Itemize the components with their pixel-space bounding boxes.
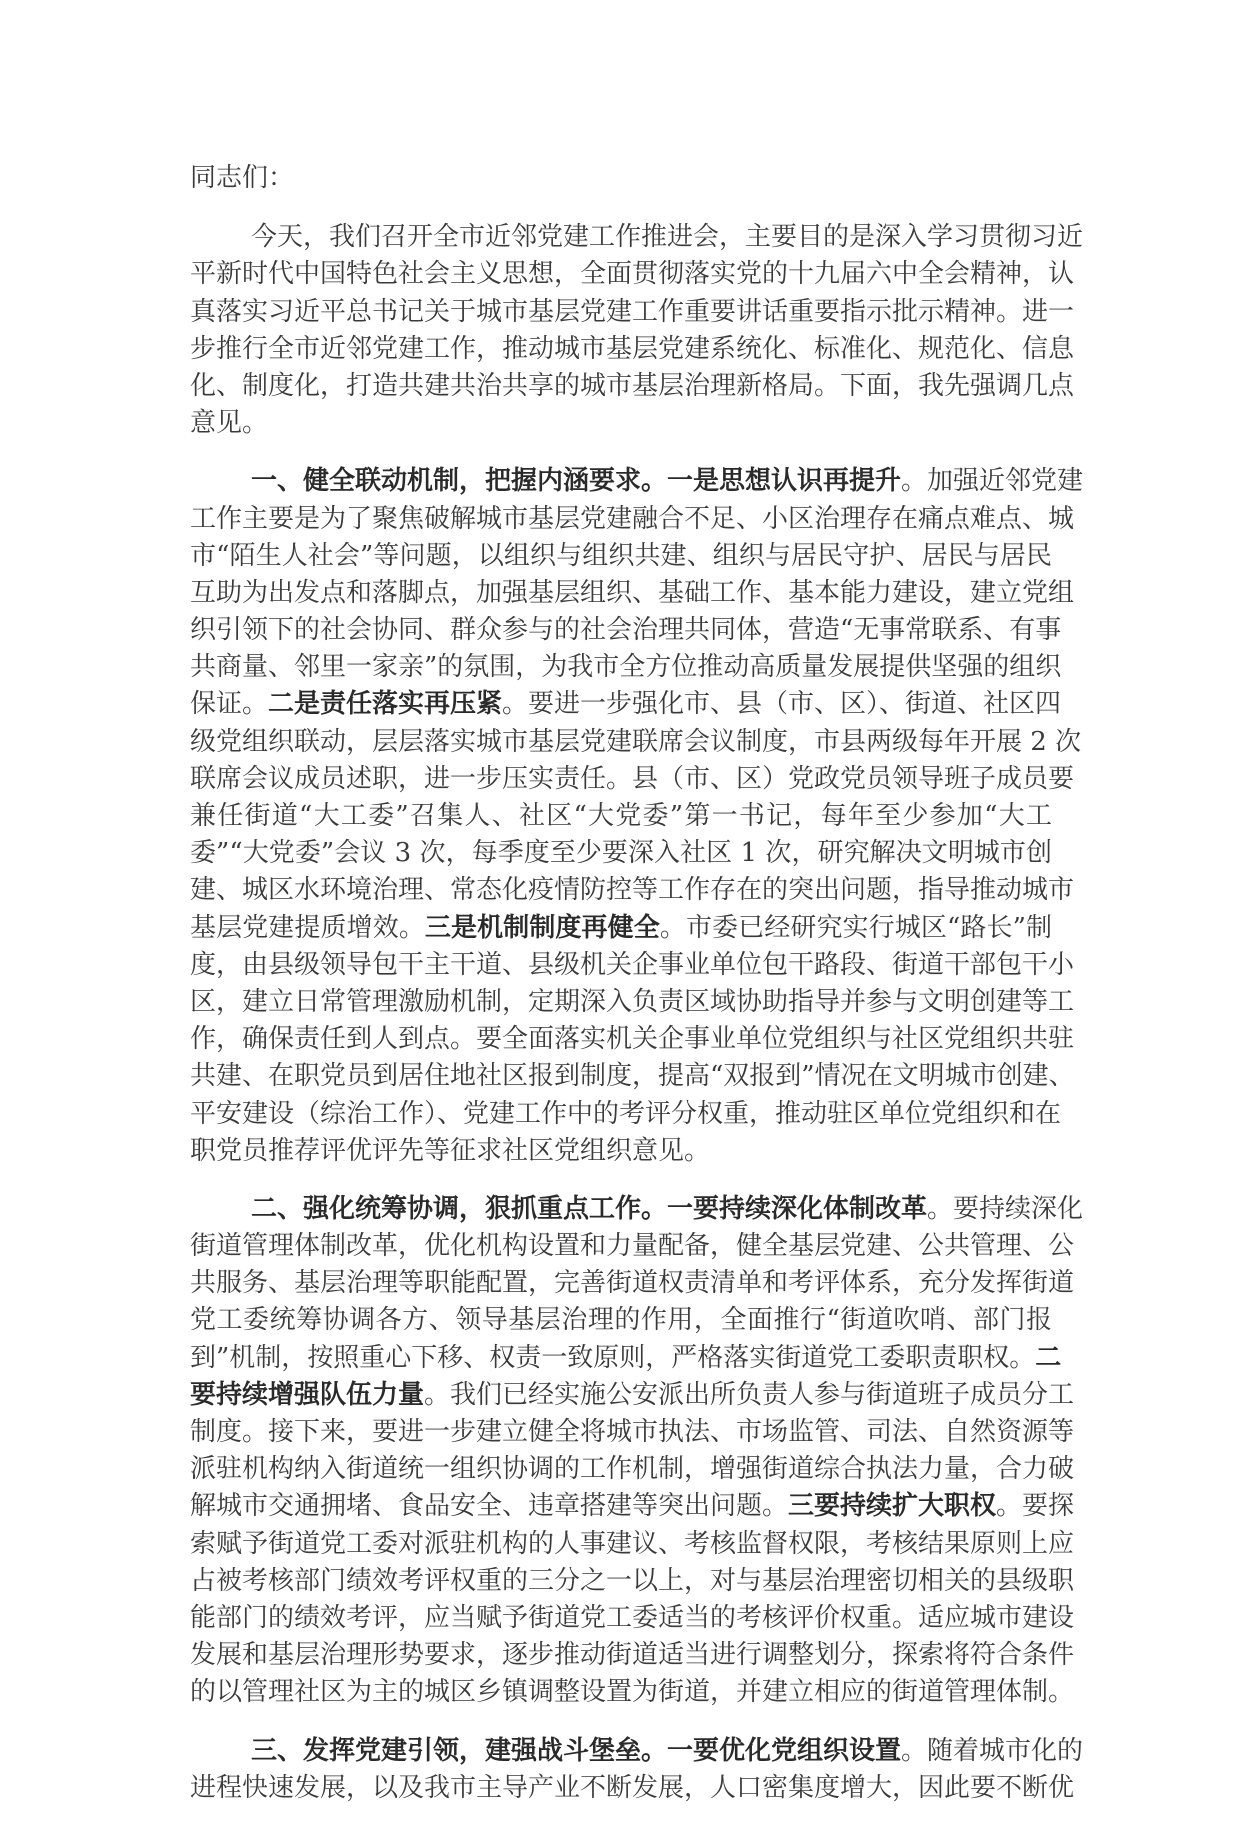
body-text: 平安建设（综治工作）、党建工作中的考评分权重，推动驻区单位党组织和在: [190, 1098, 1062, 1129]
text-line: [190, 294, 1075, 331]
body-text: 。我们已经实施公安派出所负责人参与街道班子成员分工: [424, 1379, 1075, 1410]
body-text: 党工委统筹协调各方、领导基层治理的作用，全面推行“街道吹哨、部门报: [190, 1305, 1052, 1336]
text-line: [190, 872, 1075, 909]
bold-heading-text: 三是机制制度再健全: [424, 912, 660, 943]
body-text: 。要探: [996, 1491, 1075, 1522]
bold-heading-text: 三要持续扩大职权: [788, 1491, 997, 1522]
paragraph: [190, 219, 1084, 442]
text-line: [190, 1637, 1075, 1674]
text-line: [190, 256, 1075, 293]
body-text: 互助为出发点和落脚点，加强基层组织、基础工作、基本能力建设，建立党组: [190, 577, 1075, 608]
body-text: 街道管理体制改革，优化机构设置和力量配备，健全基层党建、公共管理、公: [190, 1231, 1075, 1262]
text-line: [190, 984, 1075, 1021]
text-line: [190, 405, 1052, 442]
text-line: [190, 501, 1075, 538]
text-line: [190, 612, 1062, 649]
text-line: [190, 1096, 1062, 1133]
bold-heading-text: 三、发挥党建引领，建强战斗堡垒。: [251, 1735, 668, 1766]
text-line: [190, 575, 1075, 612]
body-text: 作，确保责任到人到点。要全面落实机关企事业单位党组织与社区党组织共驻: [190, 1024, 1075, 1055]
bold-heading-text: 二: [1035, 1342, 1062, 1373]
body-text: 工作主要是为了聚焦破解城市基层党建融合不足、小区治理存在痛点难点、城: [190, 503, 1075, 534]
text-line: [190, 1021, 1075, 1058]
body-text: 兼任街道“大工委”召集人、社区“大党委”第一书记，每年至少参加“大工: [190, 801, 1052, 831]
bold-heading-text: 一、健全联动机制，把握内涵要求。: [251, 466, 668, 497]
text-line: [190, 1133, 1052, 1170]
paragraph: [190, 463, 1084, 1170]
body-text: 。随着城市化的: [901, 1735, 1084, 1766]
paragraph: [190, 1191, 1084, 1712]
text-line: [190, 1674, 1075, 1711]
text-line: [190, 1228, 1075, 1265]
body-text: 区，建立日常管理激励机制，定期深入负责区域协助指导并参与文明创建等工: [190, 986, 1075, 1017]
body-text: 共商量、邻里一家亲”的氛围，为我市全方位推动高质量发展提供坚强的组织: [190, 652, 1062, 683]
body-text: 化、制度化，打造共建共治共享的城市基层治理新格局。下面，我先强调几点: [190, 370, 1075, 401]
bold-heading-text: 一要持续深化体制改革: [667, 1193, 928, 1224]
paragraph: [190, 1733, 1084, 1807]
body-text: 。要持续深化: [927, 1193, 1084, 1224]
text-line: [190, 947, 1075, 984]
text-line: [190, 219, 1084, 256]
body-text: 级党组织联动，层层落实城市基层党建联席会议制度，市县两级每年开展 2 次: [190, 726, 1082, 757]
body-text: 索赋予街道党工委对派驻机构的人事建议、考核监督权限，考核结果原则上应: [190, 1528, 1075, 1559]
body-text: 。要进一步强化市、县（市、区）、街道、社区四: [502, 689, 1062, 720]
body-text: 委”“大党委”会议 3 次，每季度至少要深入社区 1 次，研究解决文明城市创: [190, 838, 1052, 869]
bold-heading-text: 二是责任落实再压紧: [268, 689, 503, 720]
text-line: [190, 724, 1082, 761]
text-line: [190, 1733, 1084, 1770]
body-text: 的以管理社区为主的城区乡镇调整设置为街道，并建立相应的街道管理体制。: [190, 1677, 1075, 1708]
body-text: 市“陌生人社会”等问题，以组织与组织共建、组织与居民守护、居民与居民: [190, 540, 1052, 571]
body-text: 进程快速发展，以及我市主导产业不断发展，人口密集度增大，因此要不断优: [190, 1772, 1075, 1803]
text-line: [190, 1058, 1075, 1095]
body-text: 共建、在职党员到居住地社区报到制度，提高“双报到”情况在文明城市创建、: [190, 1061, 1075, 1092]
text-line: [190, 1600, 1075, 1637]
body-text: 职党员推荐评优评先等征求社区党组织意见。: [190, 1135, 711, 1166]
text-line: [190, 1265, 1075, 1302]
body-text: 共服务、基层治理等职能配置，完善街道权责清单和考评体系，充分发挥街道: [190, 1268, 1075, 1299]
body-text: 到”机制，按照重心下移、权责一致原则，严格落实街道党工委职责职权。: [190, 1342, 1036, 1373]
text-line: [190, 331, 1075, 368]
text-line: [190, 1414, 1075, 1451]
text-line: [190, 1526, 1075, 1563]
document-page: [190, 160, 1084, 1828]
text-line: [190, 798, 1052, 835]
body-text: 真落实习近平总书记关于城市基层党建工作重要讲话重要指示批示精神。进一: [190, 296, 1075, 327]
body-text: 占被考核部门绩效考评权重的三分之一以上，对与基层治理密切相关的县级职: [190, 1565, 1075, 1596]
body-text: 度，由县级领导包干主干道、县级机关企事业单位包干路段、街道干部包干小: [190, 949, 1075, 980]
body-text: 今天，我们召开全市近邻党建工作推进会，主要目的是深入学习贯彻习近: [251, 222, 1084, 253]
text-line: [190, 761, 1075, 798]
body-text: 联席会议成员述职，进一步压实责任。县（市、区）党政党员领导班子成员要: [190, 763, 1075, 794]
text-line: [190, 538, 1052, 575]
text-line: [190, 1770, 1075, 1807]
body-text: 保证。: [190, 689, 269, 720]
text-line: [190, 463, 1084, 500]
text-line: [190, 1340, 1062, 1377]
text-line: [190, 368, 1075, 405]
body-text: 能部门的绩效考评，应当赋予街道党工委适当的考核评价权重。适应城市建设: [190, 1602, 1075, 1633]
bold-heading-text: 二、强化统筹协调，狠抓重点工作。: [251, 1193, 668, 1224]
text-line: [190, 1377, 1075, 1414]
bold-heading-text: 一要优化党组织设置: [667, 1735, 902, 1766]
text-line: [190, 1191, 1084, 1228]
body-text: 解城市交通拥堵、食品安全、违章搭建等突出问题。: [190, 1491, 789, 1522]
salutation: 同志们：: [190, 163, 295, 193]
bold-heading-text: 要持续增强队伍力量: [190, 1379, 425, 1410]
body-text: 。市委已经研究实行城区“路长”制: [659, 912, 1052, 943]
bold-heading-text: 一是思想认识再提升: [667, 466, 902, 497]
text-line: [190, 1451, 1075, 1488]
body-text: 建、城区水环境治理、常态化疫情防控等工作存在的突出问题，指导推动城市: [190, 875, 1075, 906]
body-text: 。加强近邻党建: [901, 466, 1084, 497]
body-text: 发展和基层治理形势要求，逐步推动街道适当进行调整划分，探索将符合条件: [190, 1640, 1075, 1671]
body-text: 步推行全市近邻党建工作，推动城市基层党建系统化、标准化、规范化、信息: [190, 333, 1075, 364]
body-text: 派驻机构纳入街道统一组织协调的工作机制，增强街道综合执法力量，合力破: [190, 1454, 1075, 1485]
text-line: [190, 1488, 1075, 1525]
body-text: 制度。接下来，要进一步建立健全将城市执法、市场监管、司法、自然资源等: [190, 1417, 1075, 1447]
text-line: [190, 835, 1052, 872]
document-body: [190, 219, 1084, 1807]
text-line: [190, 649, 1062, 686]
body-text: 织引领下的社会协同、群众参与的社会治理共同体，营造“无事常联系、有事: [190, 615, 1062, 646]
text-line: [190, 1302, 1052, 1339]
body-text: 意见。: [190, 408, 269, 439]
text-line: [190, 686, 1062, 723]
body-text: 平新时代中国特色社会主义思想，全面贯彻落实党的十九届六中全会精神，认: [190, 259, 1075, 290]
body-text: 基层党建提质增效。: [190, 912, 425, 943]
text-line: [190, 1563, 1075, 1600]
text-line: [190, 910, 1052, 947]
